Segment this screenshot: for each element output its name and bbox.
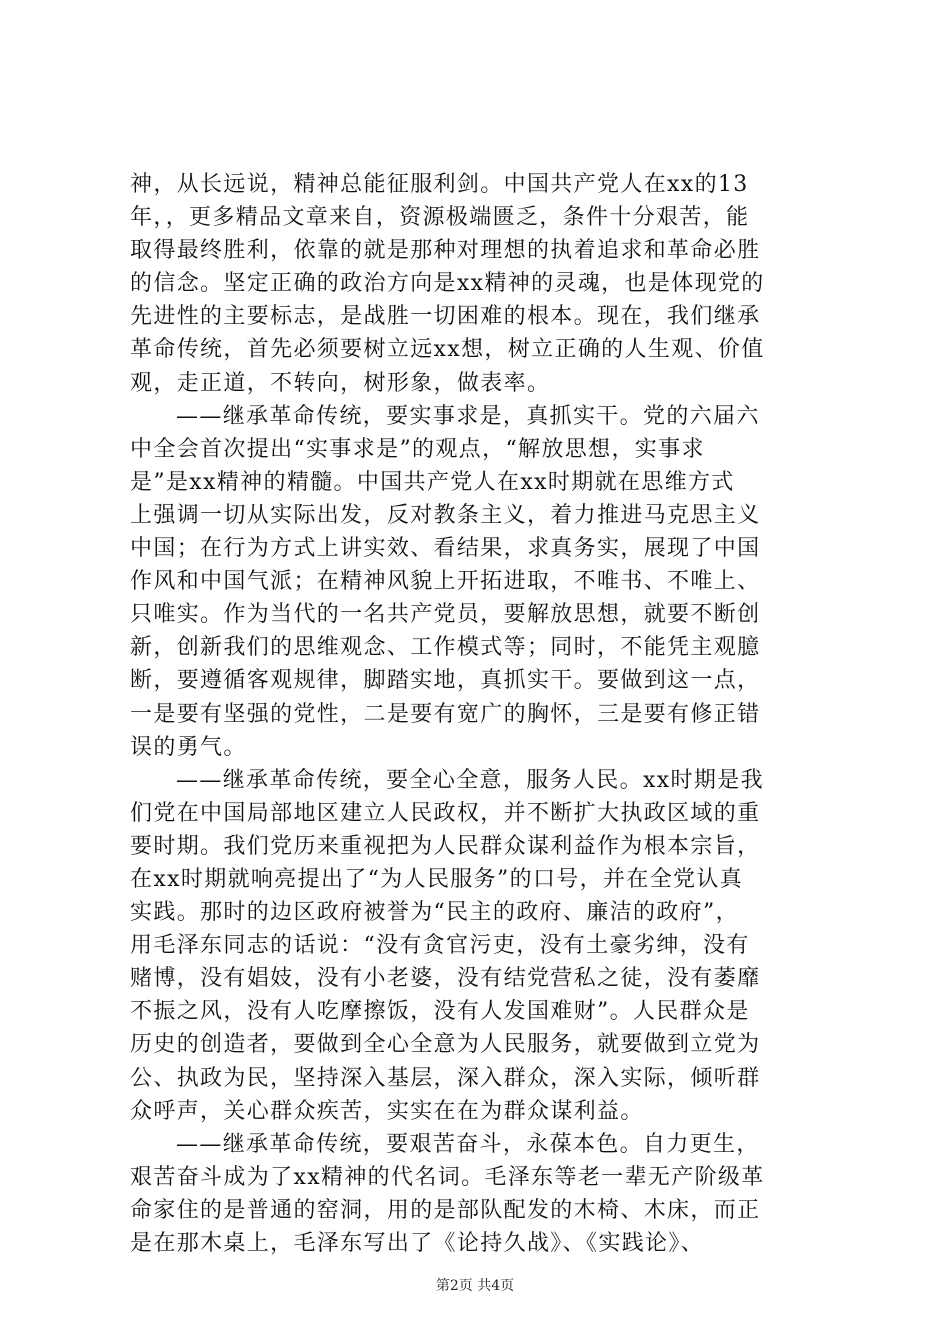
text-line: 公、执政为民，坚持深入基层，深入群众，深入实际，倾听群 <box>130 1065 761 1091</box>
text-line: 实践。那时的边区政府被誉为“民主的政府、廉洁的政府”， <box>130 900 739 926</box>
text-line: 一是要有坚强的党性，二是要有宽广的胸怀，三是要有修正错 <box>130 701 761 727</box>
text-line: 们党在中国局部地区建立人民政权，并不断扩大执政区域的重 <box>130 800 761 826</box>
paragraph-first-line: ——继承革命传统，要艰苦奋斗，永葆本色。自力更生， <box>176 1131 760 1157</box>
text-line: 命家住的是普通的窑洞，用的是部队配发的木椅、木床，而正 <box>130 1197 761 1223</box>
text-line: 的信念。坚定正确的政治方向是xx精神的灵魂，也是体现党的 <box>130 271 765 297</box>
text-line: 新，创新我们的思维观念、工作模式等；同时，不能凭主观臆 <box>130 635 761 661</box>
page-footer: 第2页 共4页 <box>435 1278 515 1294</box>
text-line: 赌博，没有娼妓，没有小老婆，没有结党营私之徒，没有萎靡 <box>130 966 761 992</box>
text-line: 只唯实。作为当代的一名共产党员，要解放思想，就要不断创 <box>130 602 761 628</box>
text-line: 上强调一切从实际出发，反对教条主义，着力推进马克思主义 <box>130 502 761 528</box>
text-line: 艰苦奋斗成为了xx精神的代名词。毛泽东等老一辈无产阶级革 <box>130 1164 765 1190</box>
text-line: 历史的创造者，要做到全心全意为人民服务，就要做到立党为 <box>130 1032 761 1058</box>
text-line: 不振之风，没有人吃摩擦饭，没有人发国难财”。人民群众是 <box>130 999 750 1025</box>
body-text <box>130 168 820 1260</box>
text-line: 中全会首次提出“实事求是”的观点，“解放思想，实事求 <box>130 436 705 462</box>
text-line: 先进性的主要标志，是战胜一切困难的根本。现在，我们继承 <box>130 304 761 330</box>
text-line: 革命传统，首先必须要树立远xx想，树立正确的人生观、价值 <box>130 337 765 363</box>
text-line: 是在那木桌上，毛泽东写出了《论持久战》、《实践论》、 <box>130 1231 705 1256</box>
text-line: 用毛泽东同志的话说：“没有贪官污吏，没有土豪劣绅，没有 <box>130 933 750 959</box>
text-line: 年，，更多精品文章来自，资源极端匮乏，条件十分艰苦，能 <box>130 205 750 231</box>
text-line: 观，走正道，不转向，树形象，做表率。 <box>130 370 551 396</box>
text-line: 是”是xx精神的精髓。中国共产党人在xx时期就在思维方式 <box>130 469 735 495</box>
text-line: 中国；在行为方式上讲实效、看结果，求真务实，展现了中国 <box>130 536 761 562</box>
text-line: 作风和中国气派；在精神风貌上开拓进取，不唯书、不唯上、 <box>130 569 761 595</box>
paragraph-first-line: ——继承革命传统，要实事求是，真抓实干。党的六届六 <box>176 403 760 429</box>
text-line: 断，要遵循客观规律，脚踏实地，真抓实干。要做到这一点， <box>130 668 761 694</box>
paragraph-first-line: ——继承革命传统，要全心全意，服务人民。xx时期是我 <box>176 767 764 793</box>
text-line: 在xx时期就响亮提出了“为人民服务”的口号，并在全党认真 <box>130 866 744 892</box>
text-line: 神，从长远说，精神总能征服利剑。中国共产党人在xx的13 <box>130 172 749 197</box>
text-line: 要时期。我们党历来重视把为人民群众谋利益作为根本宗旨， <box>130 833 761 859</box>
text-line: 众呼声，关心群众疾苦，实实在在为群众谋利益。 <box>130 1098 644 1124</box>
text-line: 误的勇气。 <box>130 734 247 760</box>
text-line: 取得最终胜利，依靠的就是那种对理想的执着追求和革命必胜 <box>130 238 761 264</box>
